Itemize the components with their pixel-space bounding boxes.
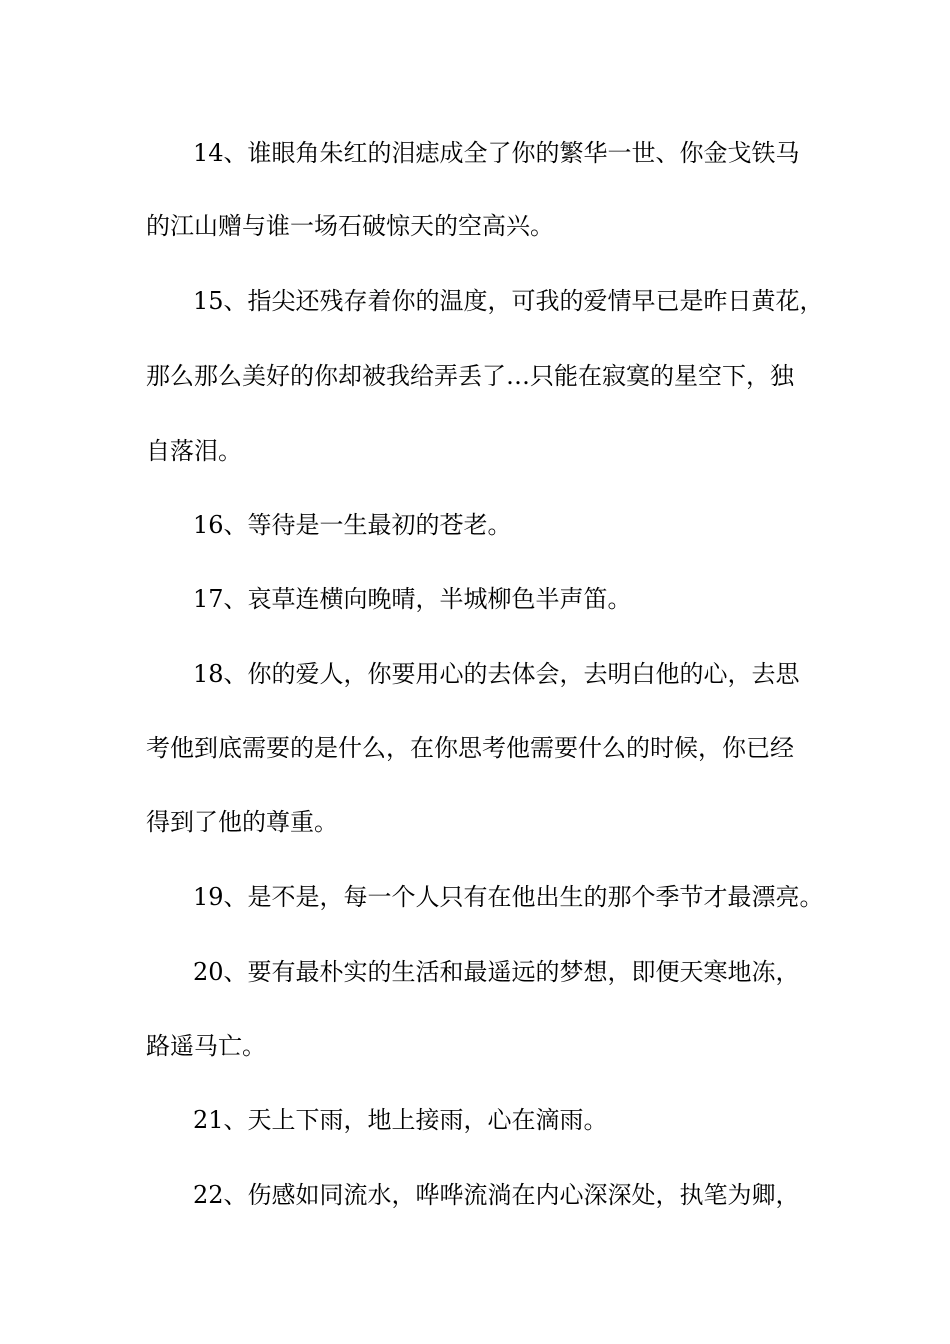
paragraph-14-line-2: 的江山赠与谁一场石破惊天的空高兴。 bbox=[146, 212, 554, 240]
paragraph-21: 21、天上下雨，地上接雨，心在滴雨。 bbox=[193, 1106, 608, 1134]
paragraph-20-line-2: 路遥马亡。 bbox=[146, 1032, 266, 1060]
paragraph-18-line-2: 考他到底需要的是什么，在你思考他需要什么的时候，你已经 bbox=[146, 734, 794, 762]
paragraph-20-line-1: 20、要有最朴实的生活和最遥远的梦想，即便天寒地冻， bbox=[193, 958, 800, 986]
paragraph-22-line-1: 22、伤感如同流水，哗哗流淌在内心深深处，执笔为卿， bbox=[193, 1181, 800, 1209]
paragraph-16: 16、等待是一生最初的苍老。 bbox=[193, 511, 512, 539]
paragraph-18-line-3: 得到了他的尊重。 bbox=[146, 808, 338, 836]
paragraph-15-line-1: 15、指尖还残存着你的温度，可我的爱情早已是昨日黄花， bbox=[193, 287, 824, 315]
paragraph-17: 17、哀草连横向晚晴，半城柳色半声笛。 bbox=[193, 585, 632, 613]
paragraph-19: 19、是不是，每一个人只有在他出生的那个季节才最漂亮。 bbox=[193, 883, 824, 911]
paragraph-18-line-1: 18、你的爱人，你要用心的去体会，去明白他的心，去思 bbox=[193, 660, 800, 688]
paragraph-15-line-2: 那么那么美好的你却被我给弄丢了…只能在寂寞的星空下，独 bbox=[146, 362, 794, 390]
paragraph-15-line-3: 自落泪。 bbox=[146, 437, 242, 465]
paragraph-14-line-1: 14、谁眼角朱红的泪痣成全了你的繁华一世、你金戈铁马 bbox=[193, 139, 800, 167]
